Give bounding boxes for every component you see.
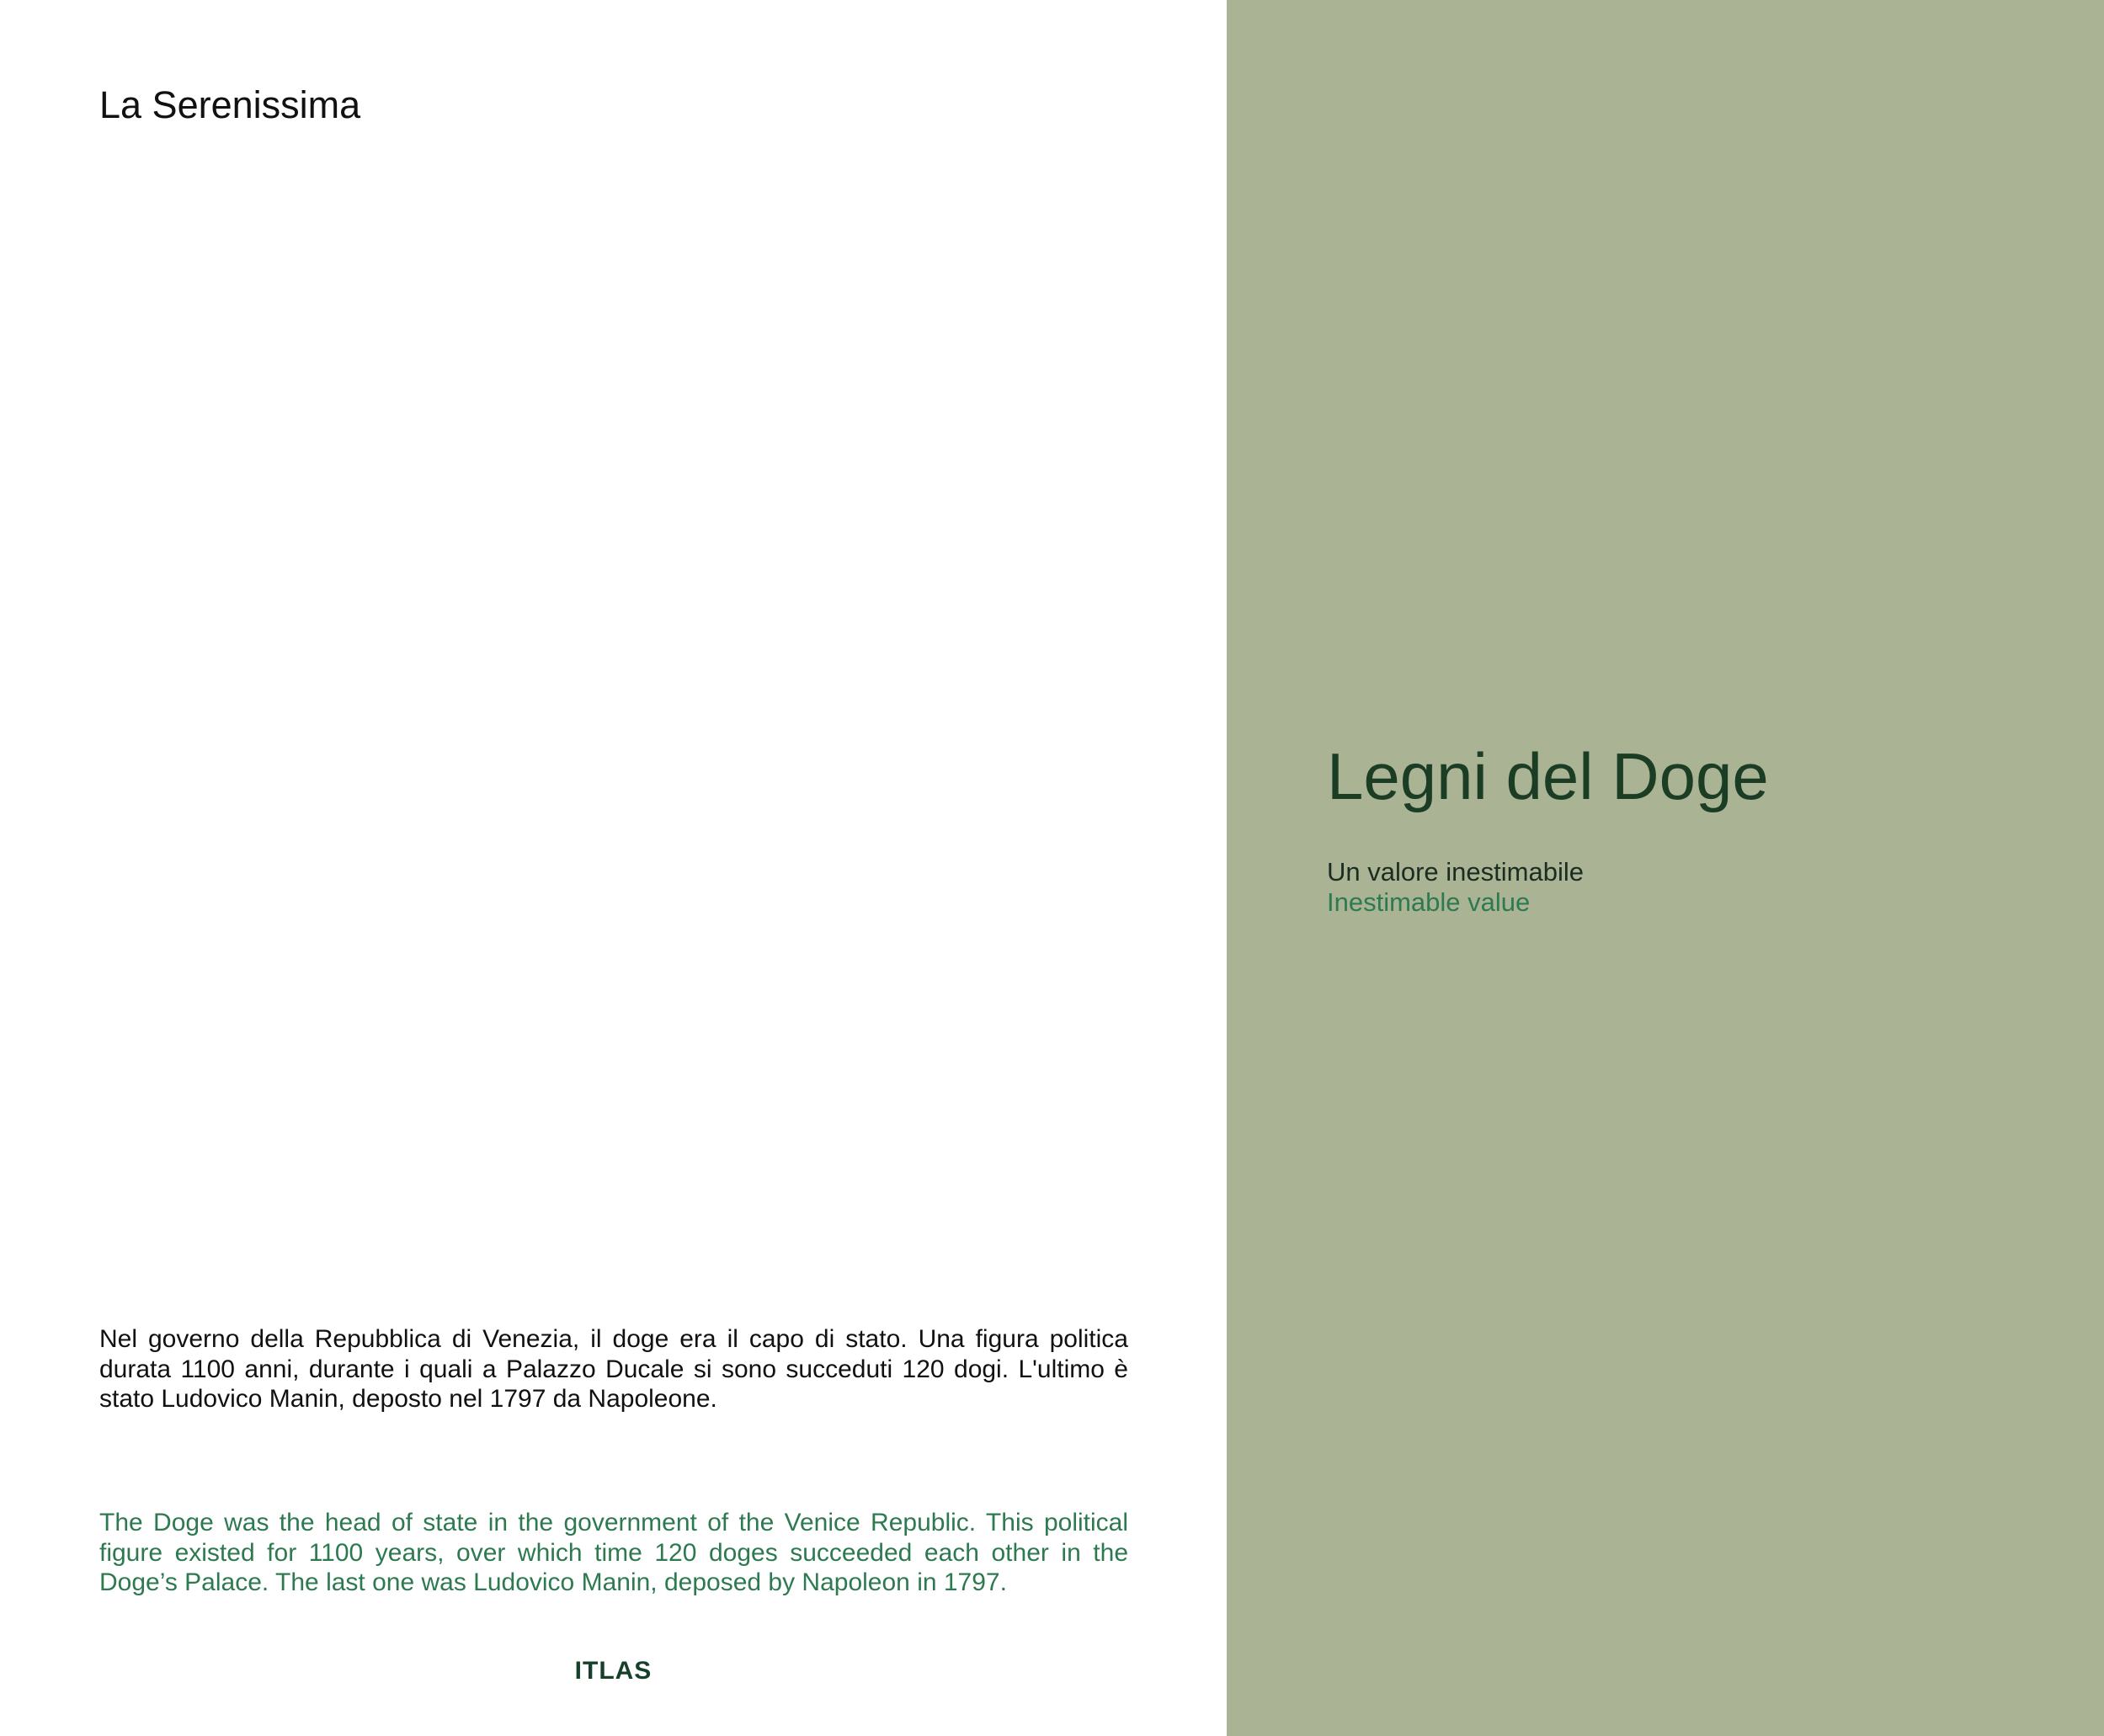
paragraph-english: The Doge was the head of state in the government of the Venice Republic. This political figure existed for 1100 years, over which time 120 doges succeeded each other in the Doge’s Palace. The last one was Ludovico Manin, deposed by Napoleon in 1797. bbox=[99, 1509, 1128, 1596]
hero-title: Legni del Doge bbox=[1327, 739, 1769, 813]
subtitle-english: Inestimable value bbox=[1327, 887, 1531, 917]
right-page-green-panel bbox=[1227, 0, 2104, 1736]
paragraph-italian: Nel governo della Repubblica di Venezia, il doge era il capo di stato. Una figura politica durata 1100 anni, durante i quali a Palazzo Ducale si sono succeduti 120 dogi. L'ultimo è stato Ludovico Manin, deposto nel 1797 da Napoleone. bbox=[99, 1325, 1128, 1413]
section-title: La Serenissima bbox=[99, 83, 361, 126]
subtitle-italian: Un valore inestimabile bbox=[1327, 857, 1584, 887]
itlas-logo: ITLAS bbox=[574, 1657, 653, 1685]
